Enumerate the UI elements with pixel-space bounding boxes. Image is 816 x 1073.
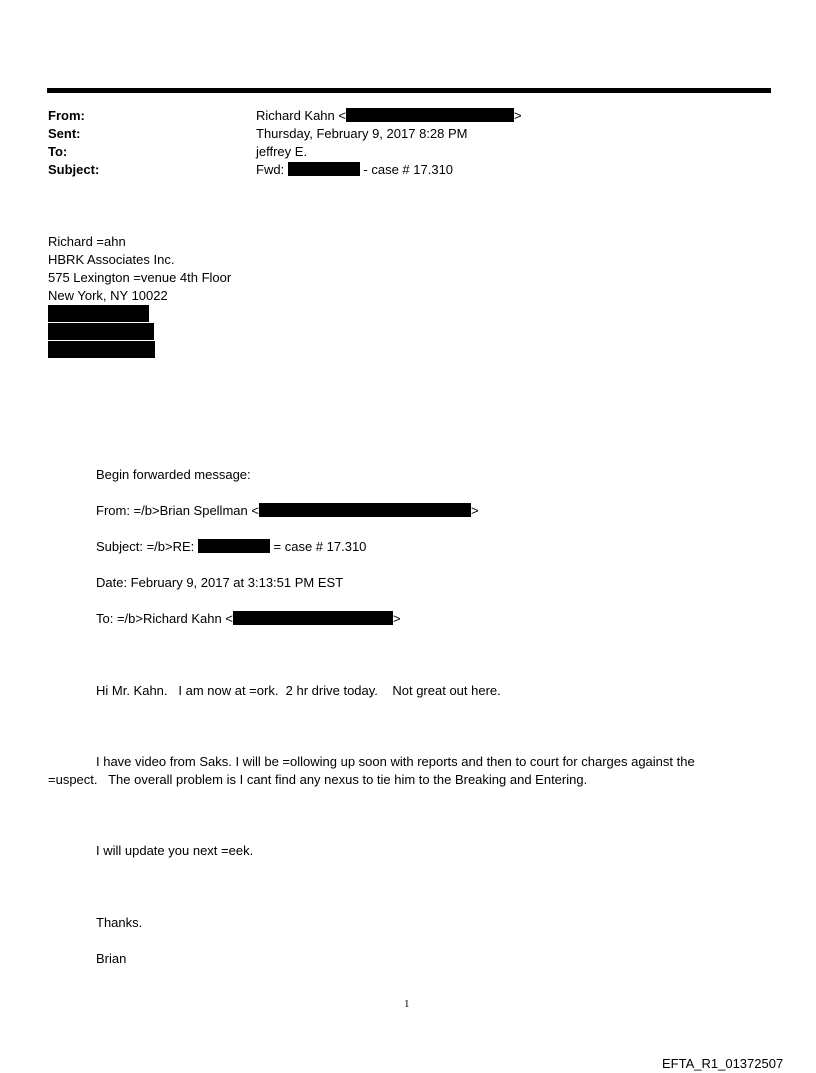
from-end: >	[513, 108, 522, 123]
subject-prefix: Fwd:	[256, 162, 285, 177]
redaction-bar	[233, 611, 393, 625]
forwarded-from-text: From: =/b>Brian Spellman <	[96, 503, 259, 518]
redaction-bar	[346, 108, 514, 122]
signature-line-2: HBRK Associates Inc.	[48, 252, 175, 267]
forwarded-to-end: >	[392, 611, 401, 626]
redaction-bar	[48, 341, 155, 358]
forwarded-from	[96, 503, 479, 519]
redaction-bar	[288, 162, 360, 176]
signature-line-3: 575 Lexington =venue 4th Floor	[48, 270, 232, 285]
page-number: 1	[404, 998, 410, 1010]
signature-line-4: New York, NY 10022	[48, 288, 168, 303]
sent-label: Sent:	[48, 126, 81, 141]
subject-value	[256, 162, 453, 178]
body-paragraph-2-line-1: I have video from Saks. I will be =ollowing up soon with reports and then to court for charges against the	[96, 754, 695, 769]
forwarded-subject	[96, 539, 366, 555]
subject-suffix: - case # 17.310	[363, 162, 454, 177]
closing-thanks: Thanks.	[96, 915, 143, 930]
forwarded-to-text: To: =/b>Richard Kahn <	[96, 611, 233, 626]
body-paragraph-1: Hi Mr. Kahn. I am now at =ork. 2 hr drive today. Not great out here.	[96, 683, 501, 698]
redaction-bar	[48, 323, 154, 340]
to-value: jeffrey E.	[256, 144, 308, 159]
signature-line-1: Richard =ahn	[48, 234, 126, 249]
body-paragraph-3: I will update you next =eek.	[96, 843, 254, 858]
redaction-bar	[259, 503, 471, 517]
closing-signature: Brian	[96, 951, 127, 966]
redaction-bar	[48, 305, 149, 322]
from-label: From:	[48, 108, 85, 123]
forwarded-intro: Begin forwarded message:	[96, 467, 251, 482]
to-label: To:	[48, 144, 68, 159]
sent-value: Thursday, February 9, 2017 8:28 PM	[256, 126, 468, 141]
forwarded-date: Date: February 9, 2017 at 3:13:51 PM EST	[96, 575, 344, 590]
body-paragraph-2-line-2: =uspect. The overall problem is I cant find any nexus to tie him to the Breaking and Entering.	[48, 772, 588, 787]
redaction-bar	[198, 539, 270, 553]
forwarded-from-end: >	[470, 503, 479, 518]
forwarded-subject-text: Subject: =/b>RE:	[96, 539, 195, 554]
from-value	[256, 108, 522, 124]
subject-label: Subject:	[48, 162, 100, 177]
document-id: EFTA_R1_01372507	[662, 1056, 784, 1071]
from-name: Richard Kahn <	[256, 108, 346, 123]
forwarded-subject-suffix: = case # 17.310	[273, 539, 367, 554]
forwarded-to	[96, 611, 401, 627]
header-rule	[47, 88, 771, 93]
